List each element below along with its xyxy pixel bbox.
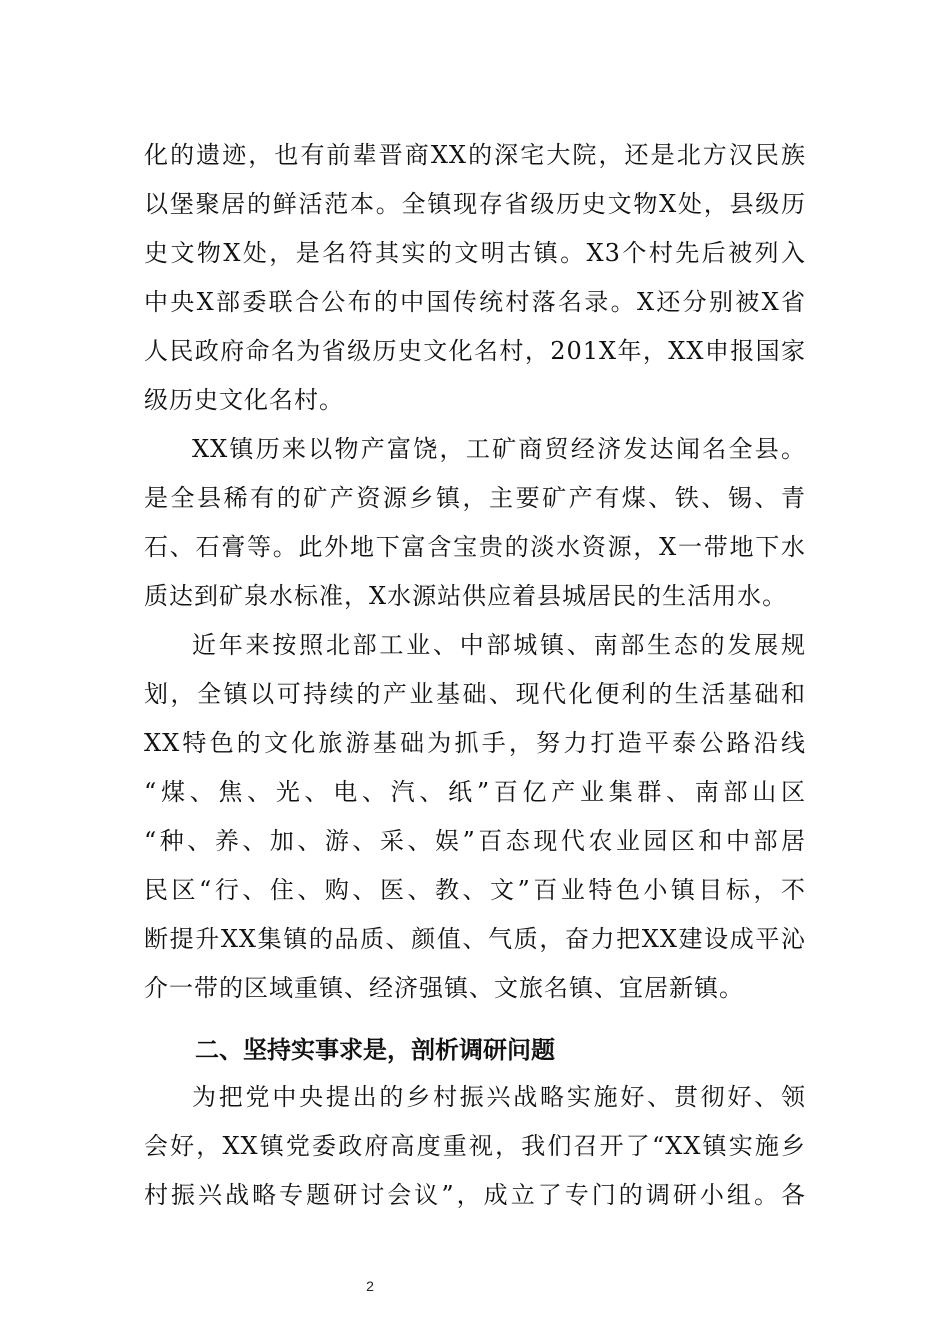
paragraph-line: 民区“行、住、购、医、教、文”百业特色小镇目标，不 bbox=[144, 876, 806, 904]
paragraph-line: 石、石膏等。此外地下富含宝贵的淡水资源，X一带地下水 bbox=[144, 533, 806, 561]
paragraph-line: 为把党中央提出的乡村振兴战略实施好、贯彻好、领 bbox=[192, 1083, 806, 1111]
paragraph-line: 是全县稀有的矿产资源乡镇，主要矿产有煤、铁、锡、青 bbox=[144, 484, 806, 512]
paragraph-line: 断提升XX集镇的品质、颜值、气质，奋力把XX建设成平沁 bbox=[144, 925, 806, 953]
paragraph-line: 质达到矿泉水标准，X水源站供应着县城居民的生活用水。 bbox=[144, 582, 788, 610]
paragraph-line: “种、养、加、游、采、娱”百态现代农业园区和中部居 bbox=[144, 827, 806, 855]
paragraph-line: 以堡聚居的鲜活范本。全镇现存省级历史文物X处，县级历 bbox=[144, 190, 806, 218]
paragraph-line: XX镇历来以物产富饶，工矿商贸经济发达闻名全县。 bbox=[192, 435, 806, 463]
section-heading: 二、坚持实事求是，剖析调研问题 bbox=[195, 1036, 555, 1064]
paragraph-line: “煤、焦、光、电、汽、纸”百亿产业集群、南部山区 bbox=[144, 778, 806, 806]
page-number: 2 bbox=[366, 1278, 374, 1294]
paragraph-line: 化的遗迹，也有前辈晋商XX的深宅大院，还是北方汉民族 bbox=[144, 141, 806, 169]
paragraph-line: 介一带的区域重镇、经济强镇、文旅名镇、宜居新镇。 bbox=[144, 974, 744, 1002]
paragraph-line: 级历史文化名村。 bbox=[144, 386, 344, 414]
paragraph-line: 人民政府命名为省级历史文化名村，201X年，XX申报国家 bbox=[144, 337, 806, 365]
paragraph-line: XX特色的文化旅游基础为抓手，努力打造平泰公路沿线 bbox=[144, 729, 806, 757]
paragraph-line: 划，全镇以可持续的产业基础、现代化便利的生活基础和 bbox=[144, 680, 806, 708]
paragraph-line: 会好，XX镇党委政府高度重视，我们召开了“XX镇实施乡 bbox=[144, 1132, 806, 1160]
paragraph-line: 史文物X处，是名符其实的文明古镇。X3个村先后被列入 bbox=[144, 239, 806, 267]
paragraph-line: 村振兴战略专题研讨会议”，成立了专门的调研小组。各 bbox=[144, 1181, 806, 1209]
paragraph-line: 近年来按照北部工业、中部城镇、南部生态的发展规 bbox=[192, 631, 806, 659]
paragraph-line: 中央X部委联合公布的中国传统村落名录。X还分别被X省 bbox=[144, 288, 806, 316]
